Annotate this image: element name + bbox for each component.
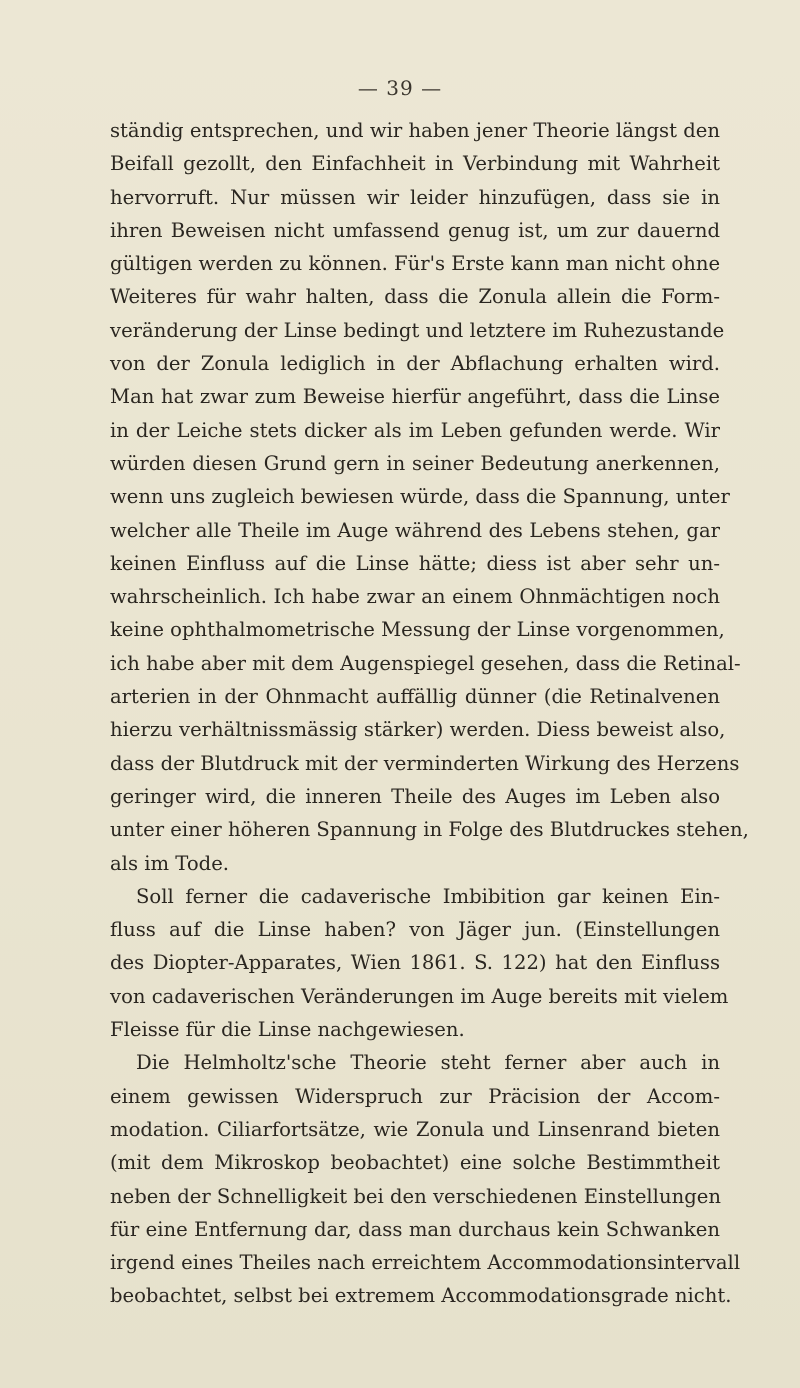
text-line: für eine Entfernung dar, dass man durchaus kein Schwanken [110, 1217, 720, 1241]
paragraph [110, 114, 749, 880]
body-text [110, 114, 749, 1313]
text-line: Die Helmholtz'sche Theorie steht ferner aber auch in [136, 1051, 720, 1075]
text-line: (mit dem Mikroskop beobachtet) eine solche Bestimmtheit [110, 1151, 720, 1175]
text-line: keine ophthalmometrische Messung der Linse vorgenommen, [110, 618, 725, 642]
text-line: von der Zonula lediglich in der Abflachung erhalten wird. [110, 352, 720, 376]
text-line: neben der Schnelligkeit bei den verschiedenen Einstellungen [110, 1184, 721, 1208]
paragraph [110, 1046, 741, 1312]
text-line: wenn uns zugleich bewiesen würde, dass die Spannung, unter [110, 485, 730, 509]
page-number: — 39 — [357, 76, 443, 100]
text-line: von cadaverischen Veränderungen im Auge bereits mit vielem [110, 984, 729, 1008]
text-line: unter einer höheren Spannung in Folge des Blutdruckes stehen, [110, 818, 749, 842]
text-line: einem gewissen Widerspruch zur Präcision der Accom- [110, 1084, 720, 1108]
text-line: Soll ferner die cadaverische Imbibition gar keinen Ein- [136, 884, 720, 908]
text-line: irgend eines Theiles nach erreichtem Accommodationsintervall [110, 1251, 741, 1275]
text-line: Beifall gezollt, den Einfachheit in Verbindung mit Wahrheit [110, 152, 720, 176]
text-line: Weiteres für wahr halten, dass die Zonula allein die Form- [110, 285, 720, 309]
text-line: keinen Einfluss auf die Linse hätte; diess ist aber sehr un- [110, 551, 720, 575]
text-line: würden diesen Grund gern in seiner Bedeutung anerkennen, [110, 451, 720, 475]
text-line: hervorruft. Nur müssen wir leider hinzufügen, dass sie in [110, 185, 720, 209]
text-line: modation. Ciliarfortsätze, wie Zonula und Linsenrand bieten [110, 1117, 720, 1141]
text-line: in der Leiche stets dicker als im Leben gefunden werde. Wir [110, 418, 720, 442]
text-line: ständig entsprechen, und wir haben jener Theorie längst den [110, 119, 720, 142]
text-line: gültigen werden zu können. Für's Erste kann man nicht ohne [110, 252, 721, 276]
text-line: ihren Beweisen nicht umfassend genug ist, um zur dauernd [110, 218, 720, 242]
text-line: welcher alle Theile im Auge während des Lebens stehen, gar [110, 518, 720, 542]
paragraph [110, 880, 729, 1046]
text-line: als im Tode. [110, 851, 230, 875]
text-line: arterien in der Ohnmacht auffällig dünner (die Retinalvenen [110, 685, 720, 709]
text-line: ich habe aber mit dem Augenspiegel gesehen, dass die Retinal- [110, 651, 741, 675]
text-line: hierzu verhältnissmässig stärker) werden. Diess beweist also, [110, 718, 726, 742]
text-line: geringer wird, die inneren Theile des Auges im Leben also [110, 784, 720, 808]
text-line: veränderung der Linse bedingt und letztere im Ruhezustande [110, 318, 725, 342]
text-line: Man hat zwar zum Beweise hierfür angeführt, dass die Linse [110, 385, 720, 409]
text-line: dass der Blutdruck mit der verminderten Wirkung des Herzens [110, 751, 740, 775]
text-line: Fleisse für die Linse nachgewiesen. [110, 1018, 465, 1042]
text-line: des Diopter-Apparates, Wien 1861. S. 122) hat den Einfluss [110, 951, 720, 975]
text-line: fluss auf die Linse haben? von Jäger jun. (Einstellungen [110, 918, 720, 942]
text-line: beobachtet, selbst bei extremem Accommodationsgrade nicht. [110, 1284, 732, 1308]
text-line: wahrscheinlich. Ich habe zwar an einem Ohnmächtigen noch [110, 585, 720, 609]
